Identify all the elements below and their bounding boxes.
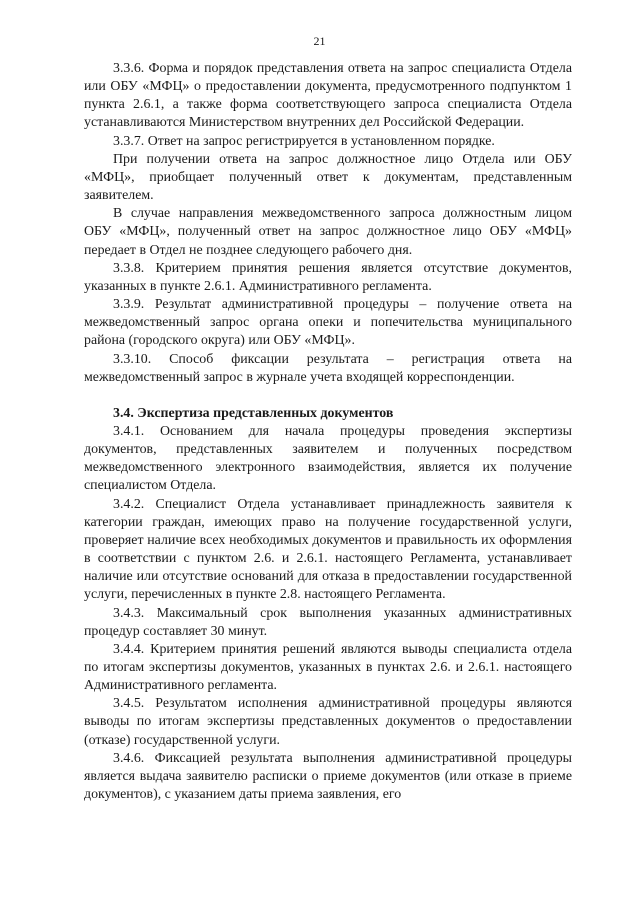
paragraph-interagency-request: В случае направления межведомственного запроса должностным лицом ОБУ «МФЦ», полученный ответ на запрос должностное лицо ОБУ «МФЦ» передает в Отдел не позднее следующего рабочего дня.: [84, 206, 572, 258]
document-body: [84, 60, 572, 804]
paragraph-response-received: При получении ответа на запрос должностное лицо Отдела или ОБУ «МФЦ», приобщает полученный ответ к документам, представленным заявителем.: [84, 151, 572, 204]
section-heading-3-4: 3.4. Экспертиза представленных документов: [113, 405, 394, 421]
paragraph-3-3-8: 3.3.8. Критерием принятия решения является отсутствие документов, указанных в пункте 2.6.1. Административного регламента.: [84, 260, 572, 294]
paragraph-3-4-4: 3.4.4. Критерием принятия решений являются выводы специалиста отдела по итогам экспертизы документов, указанных в пунктах 2.6. и 2.6.1. настоящего Административного регламента.: [84, 641, 572, 694]
paragraph-3-4-1: 3.4.1. Основанием для начала процедуры проведения экспертизы документов, представленных заявителем и полученных посредством межведомственного электронного взаимодействия, является их получение специалистом Отдела.: [84, 423, 572, 494]
paragraph-3-3-10: 3.3.10. Способ фиксации результата – регистрация ответа на межведомственный запрос в журнале учета входящей корреспонденции.: [84, 351, 572, 385]
paragraph-3-4-6: 3.4.6. Фиксацией результата выполнения административной процедуры является выдача заявителю расписки о приеме документов (или отказе в приеме документов), с указанием даты приема заявления, его: [84, 750, 572, 803]
paragraph-3-3-9: 3.3.9. Результат административной процедуры – получение ответа на межведомственный запрос органа опеки и попечительства муниципального района (городского округа) или ОБУ «МФЦ».: [84, 297, 572, 349]
paragraph-3-4-5: 3.4.5. Результатом исполнения административной процедуры являются выводы по итогам экспертизы представленных документов о предоставлении (отказе) государственной услуги.: [84, 696, 572, 748]
paragraph-3-4-2: 3.4.2. Специалист Отдела устанавливает принадлежность заявителя к категории граждан, имеющих право на получение государственной услуги, проверяет наличие всех необходимых документов и правильность их оформления в соответствии с пунктом 2.6. и 2.6.1. настоящего Регламента, устанавливает наличие или отсутствие оснований для отказа в предоставлении государственной услуги, перечисленных в пункте 2.8. настоящего Регламента.: [84, 496, 572, 603]
paragraph-3-3-6: 3.3.6. Форма и порядок представления ответа на запрос специалиста Отдела или ОБУ «МФЦ» о предоставлении документа, предусмотренного подпунктом 1 пункта 2.6.1, а также форма соответствующего запроса специалиста Отдела устанавливаются Министерством внутренних дел Российской Федерации.: [84, 61, 572, 131]
paragraph-3-3-7: 3.3.7. Ответ на запрос регистрируется в установленном порядке.: [113, 133, 495, 149]
paragraph-3-4-3: 3.4.3. Максимальный срок выполнения указанных административных процедур составляет 30 минут.: [84, 605, 572, 639]
page-number: 21: [313, 34, 326, 48]
